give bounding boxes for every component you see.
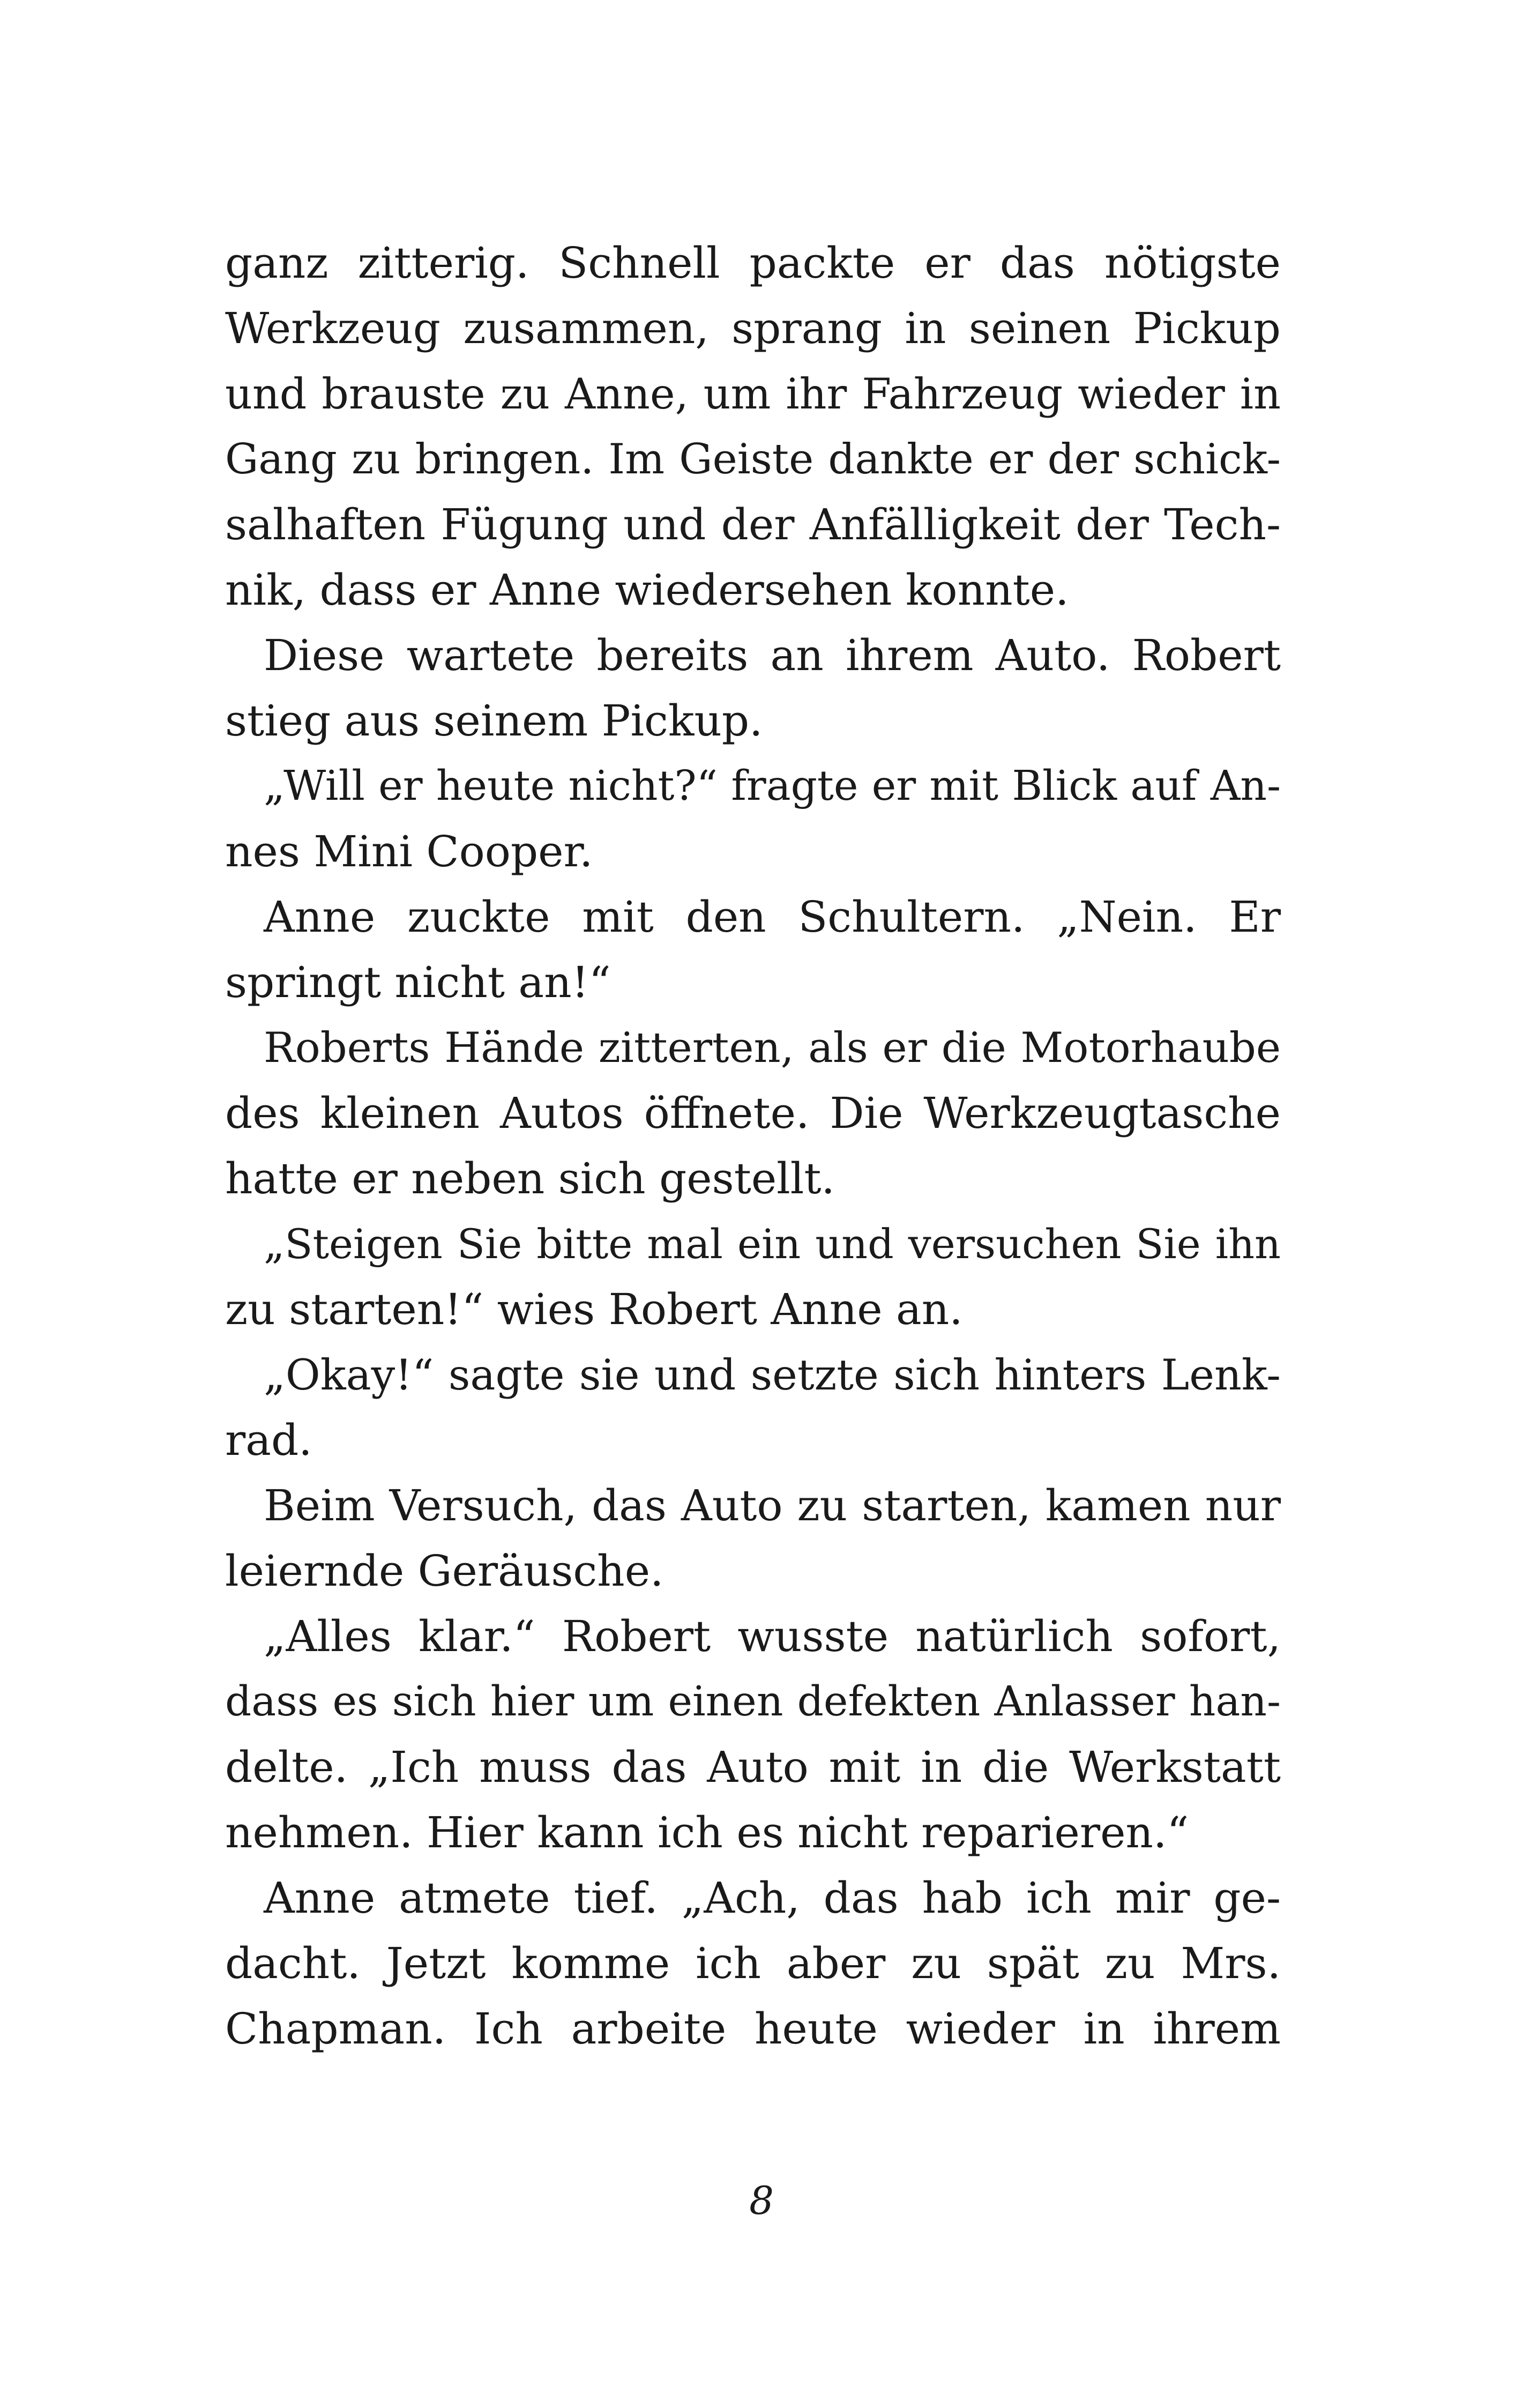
text-line: und brauste zu Anne, um ihr Fahrzeug wieder in <box>225 369 1281 419</box>
text-line: „Alles klar.“ Robert wusste natürlich sofort, <box>264 1611 1281 1661</box>
text-line: Roberts Hände zitterten, als er die Motorhaube <box>264 1024 1281 1072</box>
text-line: hatte er neben sich gestellt. <box>225 1154 835 1203</box>
page-number: 8 <box>749 2178 774 2223</box>
text-line: Beim Versuch, das Auto zu starten, kamen nur <box>264 1481 1281 1530</box>
text-line: Anne zuckte mit den Schultern. „Nein. Er <box>264 892 1281 942</box>
text-line: stieg aus seinem Pickup. <box>225 696 763 746</box>
text-line: nes Mini Cooper. <box>225 827 593 876</box>
text-line: rad. <box>225 1415 312 1465</box>
text-line: Diese wartete bereits an ihrem Auto. Robert <box>264 630 1281 680</box>
text-line: dass es sich hier um einen defekten Anlasser han- <box>225 1678 1281 1726</box>
text-line: „Okay!“ sagte sie und setzte sich hinters Lenk- <box>264 1350 1281 1400</box>
text-line: salhaften Fügung und der Anfälligkeit der Tech- <box>225 500 1281 549</box>
text-line: dacht. Jetzt komme ich aber zu spät zu Mrs. <box>225 1938 1281 1988</box>
text-line: „Steigen Sie bitte mal ein und versuchen Sie ihn <box>264 1220 1281 1268</box>
text-line: ganz zitterig. Schnell packte er das nötigste <box>225 238 1281 288</box>
text-line: Werkzeug zusammen, sprang in seinen Pickup <box>225 303 1281 353</box>
text-line: delte. „Ich muss das Auto mit in die Werkstatt <box>225 1742 1281 1792</box>
text-line: Chapman. Ich arbeite heute wieder in ihrem <box>225 2004 1281 2054</box>
text-line: Anne atmete tief. „Ach, das hab ich mir ge- <box>264 1873 1281 1923</box>
text-line: nik, dass er Anne wiedersehen konnte. <box>225 565 1069 615</box>
text-line: „Will er heute nicht?“ fragte er mit Blick auf An- <box>264 762 1281 810</box>
text-line: springt nicht an!“ <box>225 957 611 1007</box>
body-text <box>225 231 1281 2062</box>
text-line: leiernde Geräusche. <box>225 1546 664 1596</box>
text-line: zu starten!“ wies Robert Anne an. <box>225 1284 963 1334</box>
text-line: des kleinen Autos öffnete. Die Werkzeugtasche <box>225 1088 1281 1138</box>
text-line: Gang zu bringen. Im Geiste dankte er der schick- <box>225 435 1281 484</box>
text-line: nehmen. Hier kann ich es nicht reparieren.“ <box>225 1808 1189 1857</box>
